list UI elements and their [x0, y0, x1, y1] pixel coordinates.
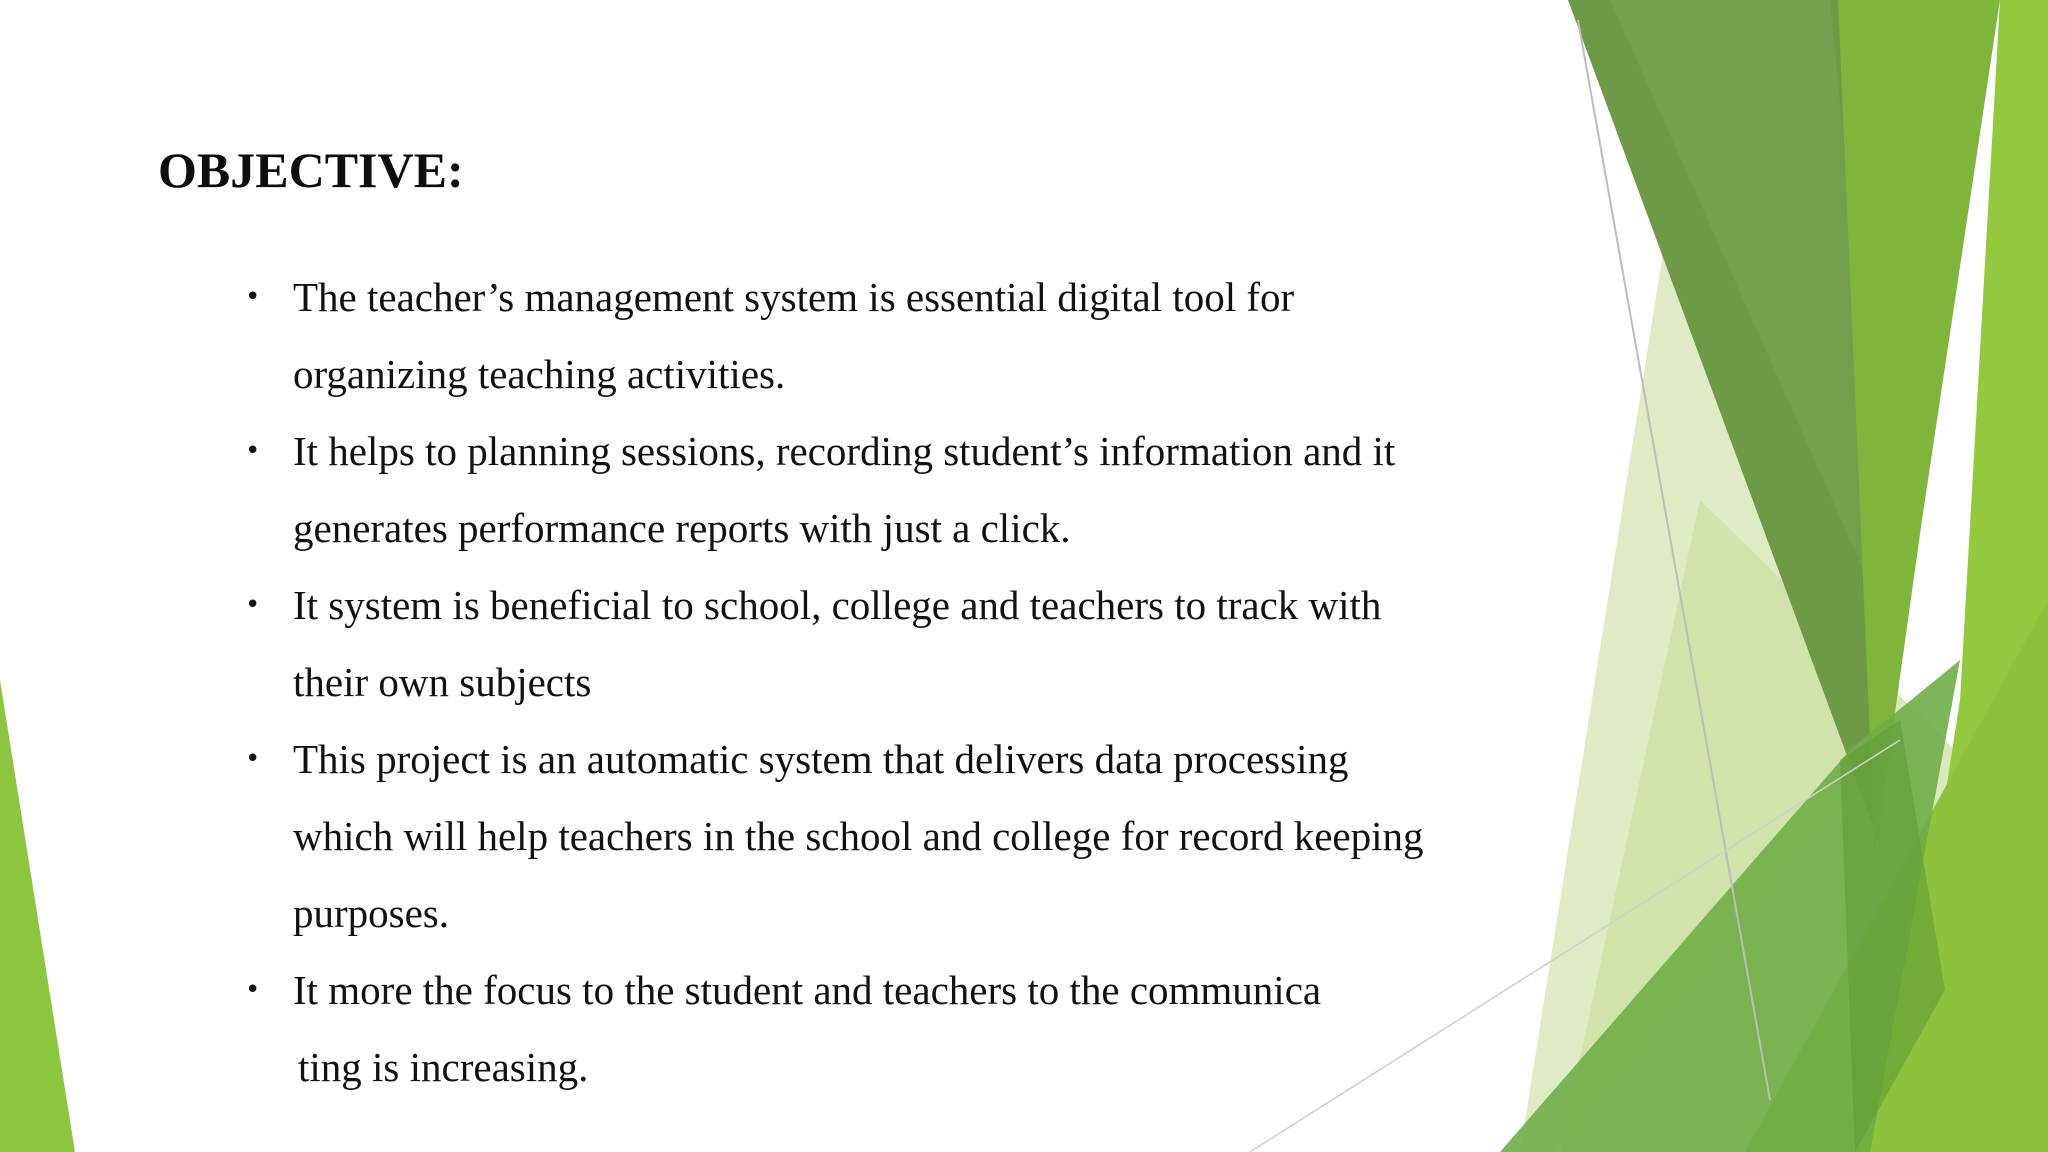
list-item: [240, 266, 1500, 343]
bullet-text: organizing teaching activities.: [293, 351, 786, 397]
bullet-text: purposes.: [293, 890, 450, 936]
list-item-continuation: [240, 805, 1500, 882]
bullet-text: The teacher’s management system is essential digital tool for: [293, 274, 1295, 320]
bullet-icon: •: [245, 744, 261, 774]
bullet-icon: •: [245, 436, 261, 466]
bullet-text: It more the focus to the student and teachers to the communica: [293, 967, 1322, 1013]
bullet-text: their own subjects: [293, 659, 592, 705]
bullet-text: This project is an automatic system that delivers data processing: [293, 736, 1349, 782]
list-item-continuation: [240, 343, 1500, 420]
list-item-continuation: [240, 1036, 1500, 1113]
bullet-text: generates performance reports with just a click.: [293, 505, 1071, 551]
list-item: [240, 959, 1500, 1036]
bullet-icon: •: [245, 282, 261, 312]
list-item: [240, 574, 1500, 651]
left-green-triangle: [0, 680, 75, 1152]
bullet-icon: •: [245, 975, 261, 1005]
list-item: [240, 420, 1500, 497]
bullet-text: It helps to planning sessions, recording student’s information and it: [293, 428, 1396, 474]
bullet-icon: •: [245, 590, 261, 620]
list-item: [240, 728, 1500, 805]
bullet-list: [240, 266, 1500, 1113]
slide-title: OBJECTIVE:: [158, 142, 464, 198]
bullet-text: which will help teachers in the school and college for record keeping: [293, 813, 1424, 859]
list-item-continuation: [240, 497, 1500, 574]
bullet-text: It system is beneficial to school, college and teachers to track with: [293, 582, 1382, 628]
list-item-continuation: [240, 882, 1500, 959]
list-item-continuation: [240, 651, 1500, 728]
bullet-text: ting is increasing.: [298, 1044, 589, 1090]
